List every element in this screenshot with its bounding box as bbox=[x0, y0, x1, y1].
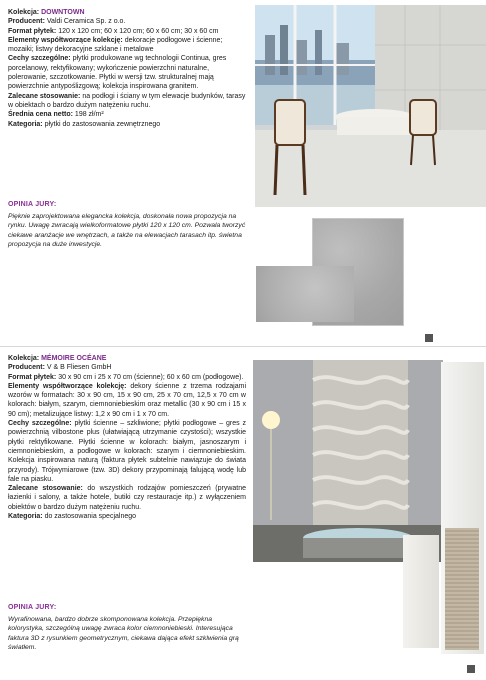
cechy-value: płytki ścienne – szkliwione; płytki podłogowe – gres z powierzchnią vilbostone plus (ułatwiającą utrzymanie czystości); wszystkie płytki rektyfikowane. Płytki ścienne w kolorach: białym, jasnoszarym i ciemnoniebieskim, a podłogowe w kolorach: szarym i ciemnoniebieskim. Kolekcja inspirowana naturą (faktura płytek subtelnie nawiązuje do świata przyrody). Trójwymiarowe (tzw. 3D) dekory przypominają falującą wodę lub fale na piasku. bbox=[8, 420, 246, 483]
section-end-marker bbox=[467, 665, 475, 673]
room-photo bbox=[255, 5, 486, 207]
zalecane-value: do wszystkich rodzajów pomieszczeń (prywatne łazienki i salony, a także hotele, butiki czy restauracje itp.) z wyłączeniem obiektów o bardzo dużym natężeniu ruchu. bbox=[8, 485, 246, 511]
producent-value: V & B Fliesen GmbH bbox=[46, 364, 112, 372]
bathroom-photo bbox=[253, 360, 443, 562]
wall-tile-striped bbox=[445, 528, 479, 650]
kolekcja-label: Kolekcja: bbox=[8, 355, 40, 362]
producent-value: Valdi Ceramica Sp. z o.o. bbox=[46, 18, 126, 26]
format-label: Format płytek: bbox=[8, 373, 57, 381]
producent-label: Producent: bbox=[8, 364, 45, 372]
elementy-label: Elementy współtworzące kolekcję: bbox=[8, 382, 127, 390]
zalecane-label: Zalecane stosowanie: bbox=[8, 92, 81, 100]
producent-label: Producent: bbox=[8, 18, 45, 26]
cena-value: 198 zł/m² bbox=[74, 111, 104, 119]
cechy-label: Cechy szczególne: bbox=[8, 420, 72, 428]
format-value: 30 x 90 cm i 25 x 70 cm (ścienne); 60 x 60 cm (podłogowe). bbox=[58, 373, 244, 381]
cechy-value: płytki produkowane wg technologii Continua, gres porcelanowy, rektyfikowany; wykończenie powierzchni naturalne, polerowanie, szczotkowanie. Płytki w wersji tzw. strukturalnej mają powierzchnie antypoślizgową; kolekcja inspirowana granitem. bbox=[8, 55, 227, 91]
wall-tile-cream bbox=[403, 535, 439, 648]
kolekcja-value: DOWNTOWN bbox=[41, 9, 85, 16]
section-end-marker bbox=[425, 334, 433, 342]
granite-tile-sample bbox=[256, 266, 354, 322]
jury-title: OPINIA JURY: bbox=[8, 604, 57, 611]
elementy-value: dekory ścienne z trzema rodzajami wzorów w formatach: 30 x 90 cm, 15 x 90 cm, 25 x 70 cm, 12,5 x 70 cm w kolorach: białym, szarym, ciemnoniebieskim oraz metallic (30 x 90 cm i 15 x 90 cm); metalizujące listwy: 1,2 x 90 cm i 1 x 70 cm. bbox=[8, 382, 246, 418]
specs-block bbox=[8, 354, 246, 521]
elementy-value: dekoracje podłogowe i ścienne; mozaiki; listwy dekoracyjne szklane i metalowe bbox=[8, 36, 223, 54]
specs-block bbox=[8, 8, 248, 129]
bathroom-illustration bbox=[253, 360, 443, 562]
kategoria-label: Kategoria: bbox=[8, 513, 43, 521]
format-value: 120 x 120 cm; 60 x 120 cm; 60 x 60 cm; 30 x 60 cm bbox=[58, 27, 219, 35]
kategoria-value: do zastosowania specjalnego bbox=[44, 513, 137, 521]
kategoria-label: Kategoria: bbox=[8, 120, 43, 128]
room-illustration bbox=[255, 5, 486, 207]
kolekcja-label: Kolekcja: bbox=[8, 9, 40, 16]
kategoria-value: płytki do zastosowania zewnętrznego bbox=[44, 120, 161, 128]
format-label: Format płytek: bbox=[8, 27, 57, 35]
elementy-label: Elementy współtworzące kolekcję: bbox=[8, 36, 123, 44]
jury-title: OPINIA JURY: bbox=[8, 201, 57, 208]
jury-text: Pięknie zaprojektowana elegancka kolekcja, doskonała nowa propozycja na rynku. Uwagę zwracają wielkoformatowe płytki 120 x 120 cm. Pozwala tworzyć ciekawe aranżacje we wnętrzach, a także na elewacjach tarasach itp. świetna propozycja na duże inwestycje. bbox=[8, 213, 246, 249]
zalecane-label: Zalecane stosowanie: bbox=[8, 485, 83, 493]
zalecane-value: na podłogi i ściany w tym elewacje budynków, tarasy w obiektach o bardzo dużym natężeniu ruchu. bbox=[8, 92, 246, 109]
jury-text: Wyrafinowana, bardzo dobrze skomponowana kolekcja. Przepiękna kolorystyka, szczególną uwagę zwraca kolor ciemnoniebieski. Interesująca faktura 3D z rysunkiem geometrycznym, ciekawa dająca efekt szklwienia grą światłem. bbox=[8, 616, 239, 652]
kolekcja-value: MÉMOIRE OCÉANE bbox=[41, 355, 107, 362]
cechy-label: Cechy szczególne: bbox=[8, 55, 71, 63]
cena-label: Średnia cena netto: bbox=[8, 111, 73, 119]
